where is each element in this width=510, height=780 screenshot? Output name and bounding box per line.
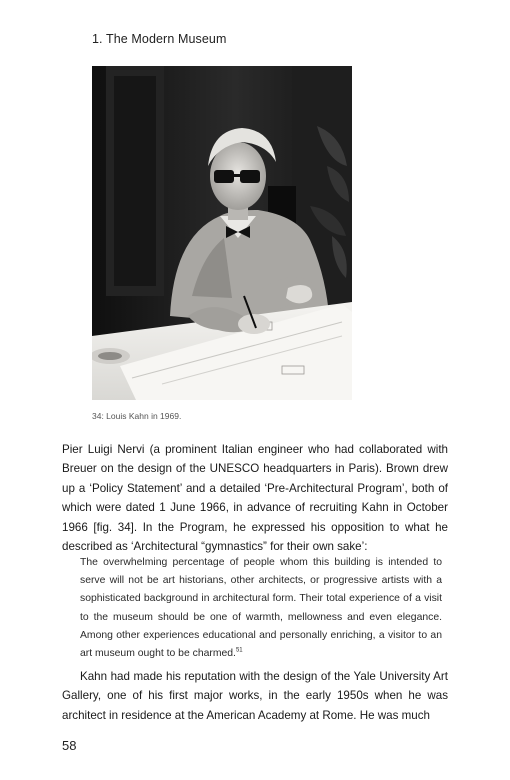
paragraph-1: Pier Luigi Nervi (a prominent Italian engineer who had collaborated with Breuer on the design of the UNESCO headquarters in Paris). Brown drew up a ‘Policy Statement’ and a detailed ‘Pre-Architectural Program’, both of which were dated 1 June 1966, in advance of recruiting Kahn in October 1966 [fig. 34]. In the Program, he expressed his opposition to what he described as ‘Architectural “gymnastics” for their own sake’:	[62, 443, 448, 554]
block-quote-text: The overwhelming percentage of people whom this building is intended to serve will not be art historians, other architects, or progressive artists with a sophisticated background in architectural form. Their total experience of a visit to the museum should be one of warmth, mellowness and even elegance. Among other experiences educational and personally enriching, a visitor to an art museum ought to be charmed.	[80, 557, 442, 660]
running-head: 1. The Modern Museum	[92, 32, 227, 46]
page-number: 58	[62, 738, 77, 753]
footnote-ref: 51	[235, 647, 243, 654]
block-quote	[80, 554, 442, 663]
paragraph-2: Kahn had made his reputation with the design of the Yale University Art Gallery, one of his first major works, in the early 1950s when he was architect in residence at the American Academy at Rome. He was much	[62, 670, 448, 722]
photo-illustration	[92, 66, 352, 400]
photo-louis-kahn	[92, 66, 352, 400]
figure-caption: 34: Louis Kahn in 1969.	[92, 411, 182, 421]
